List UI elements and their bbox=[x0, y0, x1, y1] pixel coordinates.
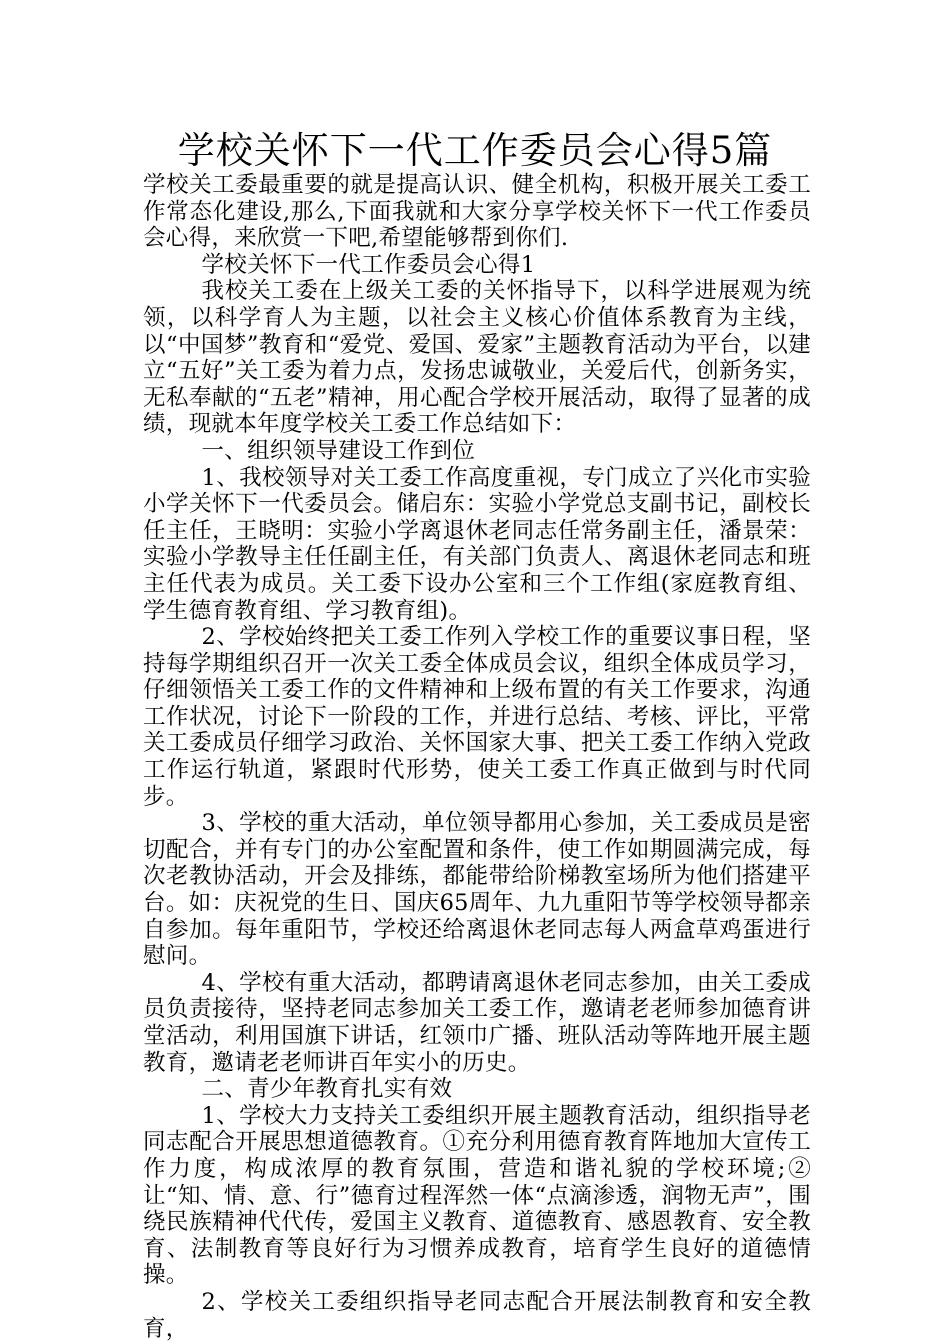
body-paragraph: 我校关工委在上级关工委的关怀指导下，以科学进展观为统领，以科学育人为主题，以社会主义核心价值体系教育为主线，以“中国梦”教育和“爱党、爱国、爱家”主题教育活动为平台，以建立“五好”关工委为着力点，发扬忠诚敬业，关爱后代，创新务实，无私奉献的“五老”精神，用心配合学校开展活动，取得了显著的成绩，现就本年度学校关工委工作总结如下： bbox=[143, 278, 811, 438]
body-paragraph: 1、我校领导对关工委工作高度重视，专门成立了兴化市实验小学关怀下一代委员会。储启东：实验小学党总支副书记，副校长任主任，王晓明：实验小学离退休老同志任常务副主任，潘景荣：实验小学教导主任任副主任，有关部门负责人、离退休老同志和班主任代表为成员。关工委下设办公室和三个工作组(家庭教育组、学生德育教育组、学习教育组)。 bbox=[143, 464, 811, 624]
body-paragraph: 2、学校关工委组织指导老同志配合开展法制教育和安全教育， bbox=[143, 1288, 811, 1342]
body-paragraph: 4、学校有重大活动，都聘请离退休老同志参加，由关工委成员负责接待，坚持老同志参加关工委工作，邀请老老师参加德育讲堂活动，利用国旗下讲话，红领巾广播、班队活动等阵地开展主题教育，邀请老老师讲百年实小的历史。 bbox=[143, 969, 811, 1076]
intro-paragraph: 学校关工委最重要的就是提高认识、健全机构，积极开展关工委工作常态化建设,那么,下面我就和大家分享学校关怀下一代工作委员会心得，来欣赏一下吧,希望能够帮到你们. bbox=[143, 172, 811, 252]
body-paragraph: 1、学校大力支持关工委组织开展主题教育活动，组织指导老同志配合开展思想道德教育。①充分利用德育教育阵地加大宣传工作力度，构成浓厚的教育氛围，营造和谐礼貌的学校环境;② 让“知、情、意、行”德育过程浑然一体“点滴渗透，润物无声”，围绕民族精神代代传，爱国主义教育、道德教育、感恩教育、安全教育、法制教育等良好行为习惯养成教育，培育学生良好的道德情操。 bbox=[143, 1102, 811, 1289]
section-heading-organization: 一、组织领导建设工作到位 bbox=[201, 437, 476, 464]
body-paragraph: 2、学校始终把关工委工作列入学校工作的重要议事日程，坚持每学期组织召开一次关工委全体成员会议，组织全体成员学习，仔细领悟关工委工作的文件精神和上级布置的有关工作要求，沟通工作状况，讨论下一阶段的工作，并进行总结、考核、评比，平常关工委成员仔细学习政治、关怀国家大事、把关工委工作纳入党政工作运行轨道，紧跟时代形势，使关工委工作真正做到与时代同步。 bbox=[143, 624, 811, 810]
body-paragraph: 3、学校的重大活动，单位领导都用心参加，关工委成员是密切配合，并有专门的办公室配置和条件，使工作如期圆满完成，每次老教协活动，开会及排练，都能带给阶梯教室场所为他们搭建平台。如：庆祝党的生日、国庆65周年、九九重阳节等学校领导都亲自参加。每年重阳节，学校还给离退休老同志每人两盒草鸡蛋进行慰问。 bbox=[143, 810, 811, 970]
document-title: 学校关怀下一代工作委员会心得5篇 bbox=[177, 129, 773, 172]
document-body bbox=[143, 172, 811, 1342]
section-heading-part1: 学校关怀下一代工作委员会心得1 bbox=[201, 251, 536, 278]
section-heading-youth-education: 二、青少年教育扎实有效 bbox=[201, 1076, 453, 1103]
